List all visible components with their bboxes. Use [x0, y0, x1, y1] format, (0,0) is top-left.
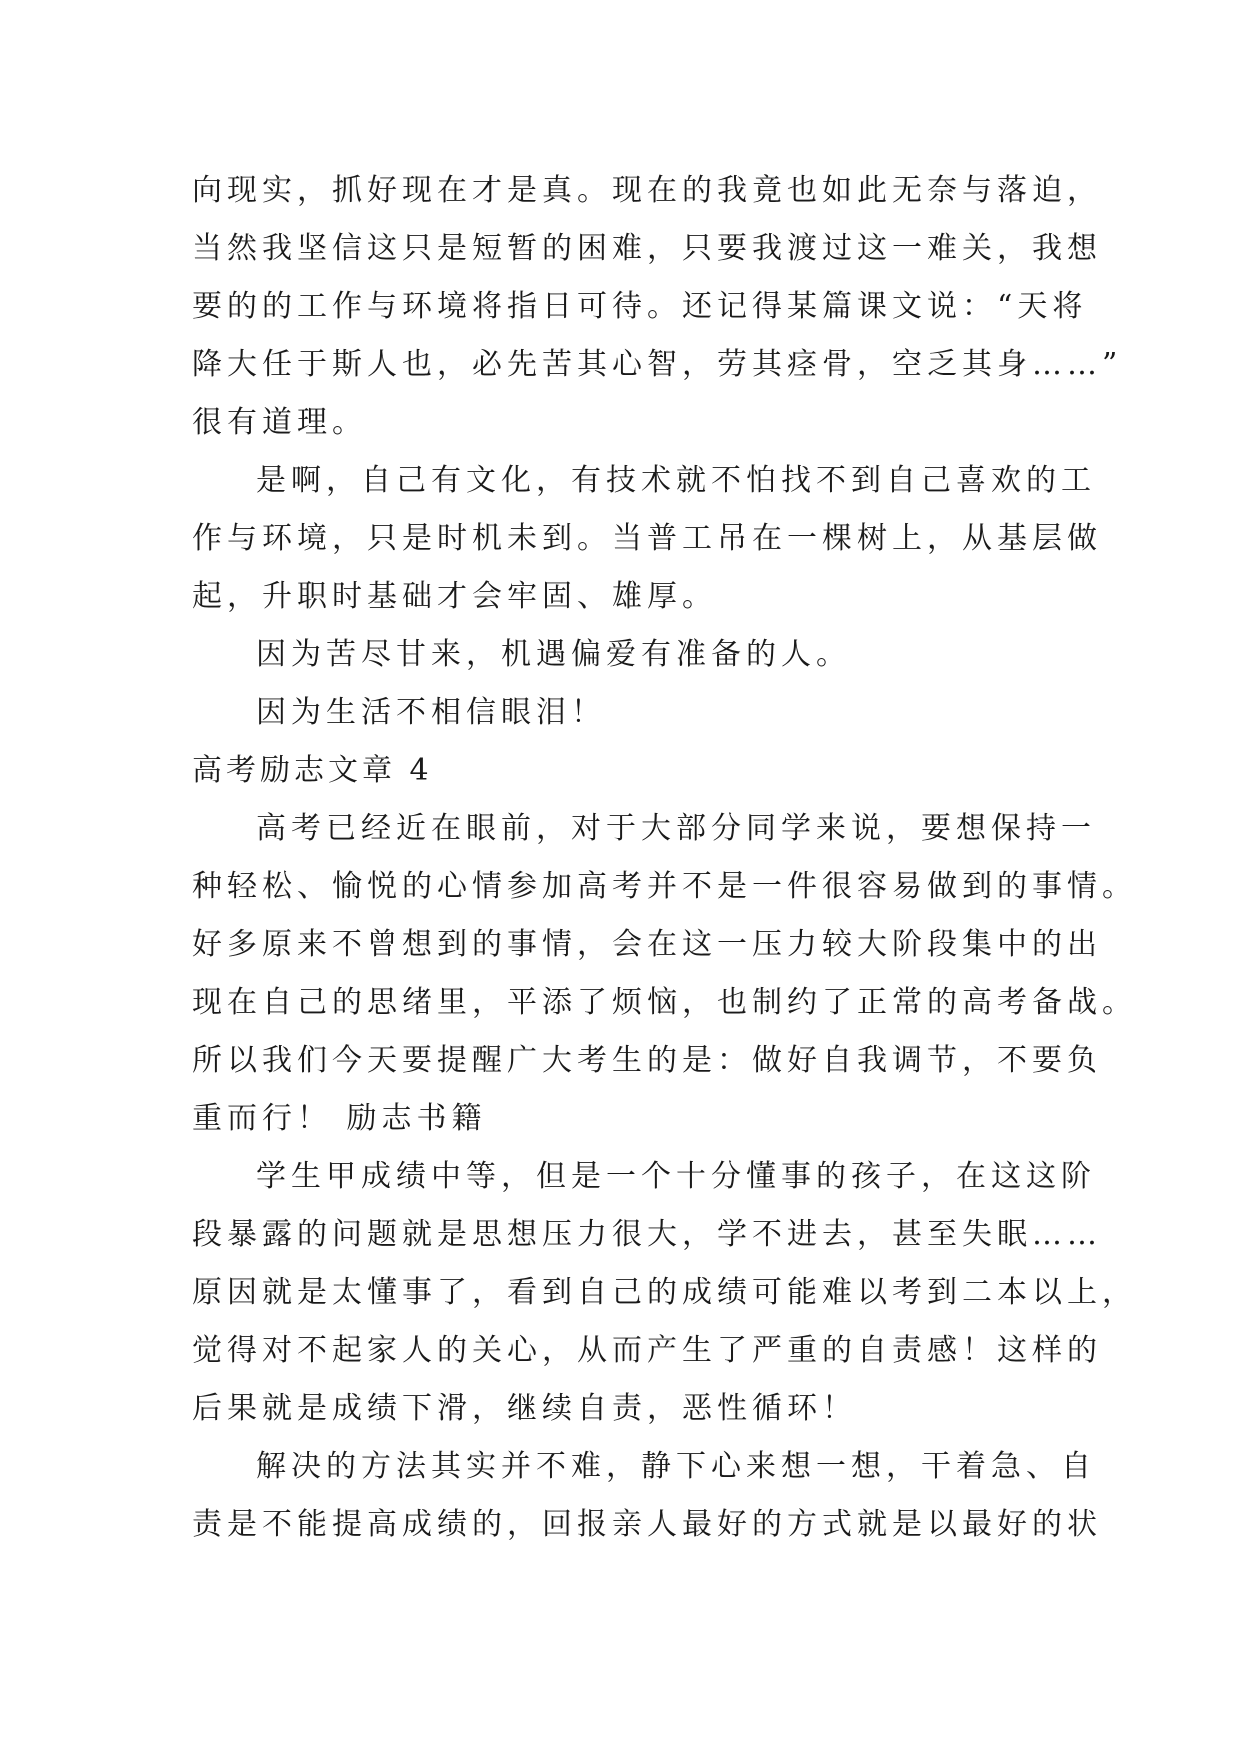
paragraph-first-line: 高考已经近在眼前，对于大部分同学来说，要想保持一 [256, 811, 1096, 846]
text-line: 段暴露的问题就是思想压力很大，学不进去，甚至失眠…… [192, 1217, 1102, 1252]
section-heading: 高考励志文章 4 [192, 753, 433, 788]
text-line: 责是不能提高成绩的，回报亲人最好的方式就是以最好的状 [192, 1507, 1102, 1542]
text-line: 种轻松、愉悦的心情参加高考并不是一件很容易做到的事情。 [192, 869, 1137, 904]
text-line: 当然我坚信这只是短暂的困难，只要我渡过这一难关，我想 [192, 231, 1102, 266]
paragraph-first-line: 因为苦尽甘来，机遇偏爱有准备的人。 [256, 637, 851, 672]
text-line: 现在自己的思绪里，平添了烦恼，也制约了正常的高考备战。 [192, 985, 1137, 1020]
text-line: 觉得对不起家人的关心，从而产生了严重的自责感！这样的 [192, 1333, 1102, 1368]
text-line: 后果就是成绩下滑，继续自责，恶性循环！ [192, 1391, 857, 1426]
text-line: 很有道理。 [192, 405, 367, 440]
text-line: 所以我们今天要提醒广大考生的是：做好自我调节，不要负 [192, 1043, 1102, 1078]
paragraph-first-line: 学生甲成绩中等，但是一个十分懂事的孩子，在这这阶 [256, 1159, 1096, 1194]
text-line: 作与环境，只是时机未到。当普工吊在一棵树上，从基层做 [192, 521, 1102, 556]
text-line: 向现实，抓好现在才是真。现在的我竟也如此无奈与落迫， [192, 173, 1102, 208]
paragraph-first-line: 解决的方法其实并不难，静下心来想一想，干着急、自 [256, 1449, 1096, 1484]
paragraph-first-line: 因为生活不相信眼泪！ [256, 695, 606, 730]
text-line: 好多原来不曾想到的事情，会在这一压力较大阶段集中的出 [192, 927, 1102, 962]
text-line: 要的的工作与环境将指日可待。还记得某篇课文说：“天将 [192, 289, 1088, 324]
text-line: 降大任于斯人也，必先苦其心智，劳其痉骨，空乏其身……” [192, 347, 1123, 382]
text-line: 起，升职时基础才会牢固、雄厚。 [192, 579, 717, 614]
text-line: 原因就是太懂事了，看到自己的成绩可能难以考到二本以上， [192, 1275, 1137, 1310]
text-line: 重而行！ 励志书籍 [192, 1101, 487, 1136]
paragraph-first-line: 是啊，自己有文化，有技术就不怕找不到自己喜欢的工 [256, 463, 1096, 498]
